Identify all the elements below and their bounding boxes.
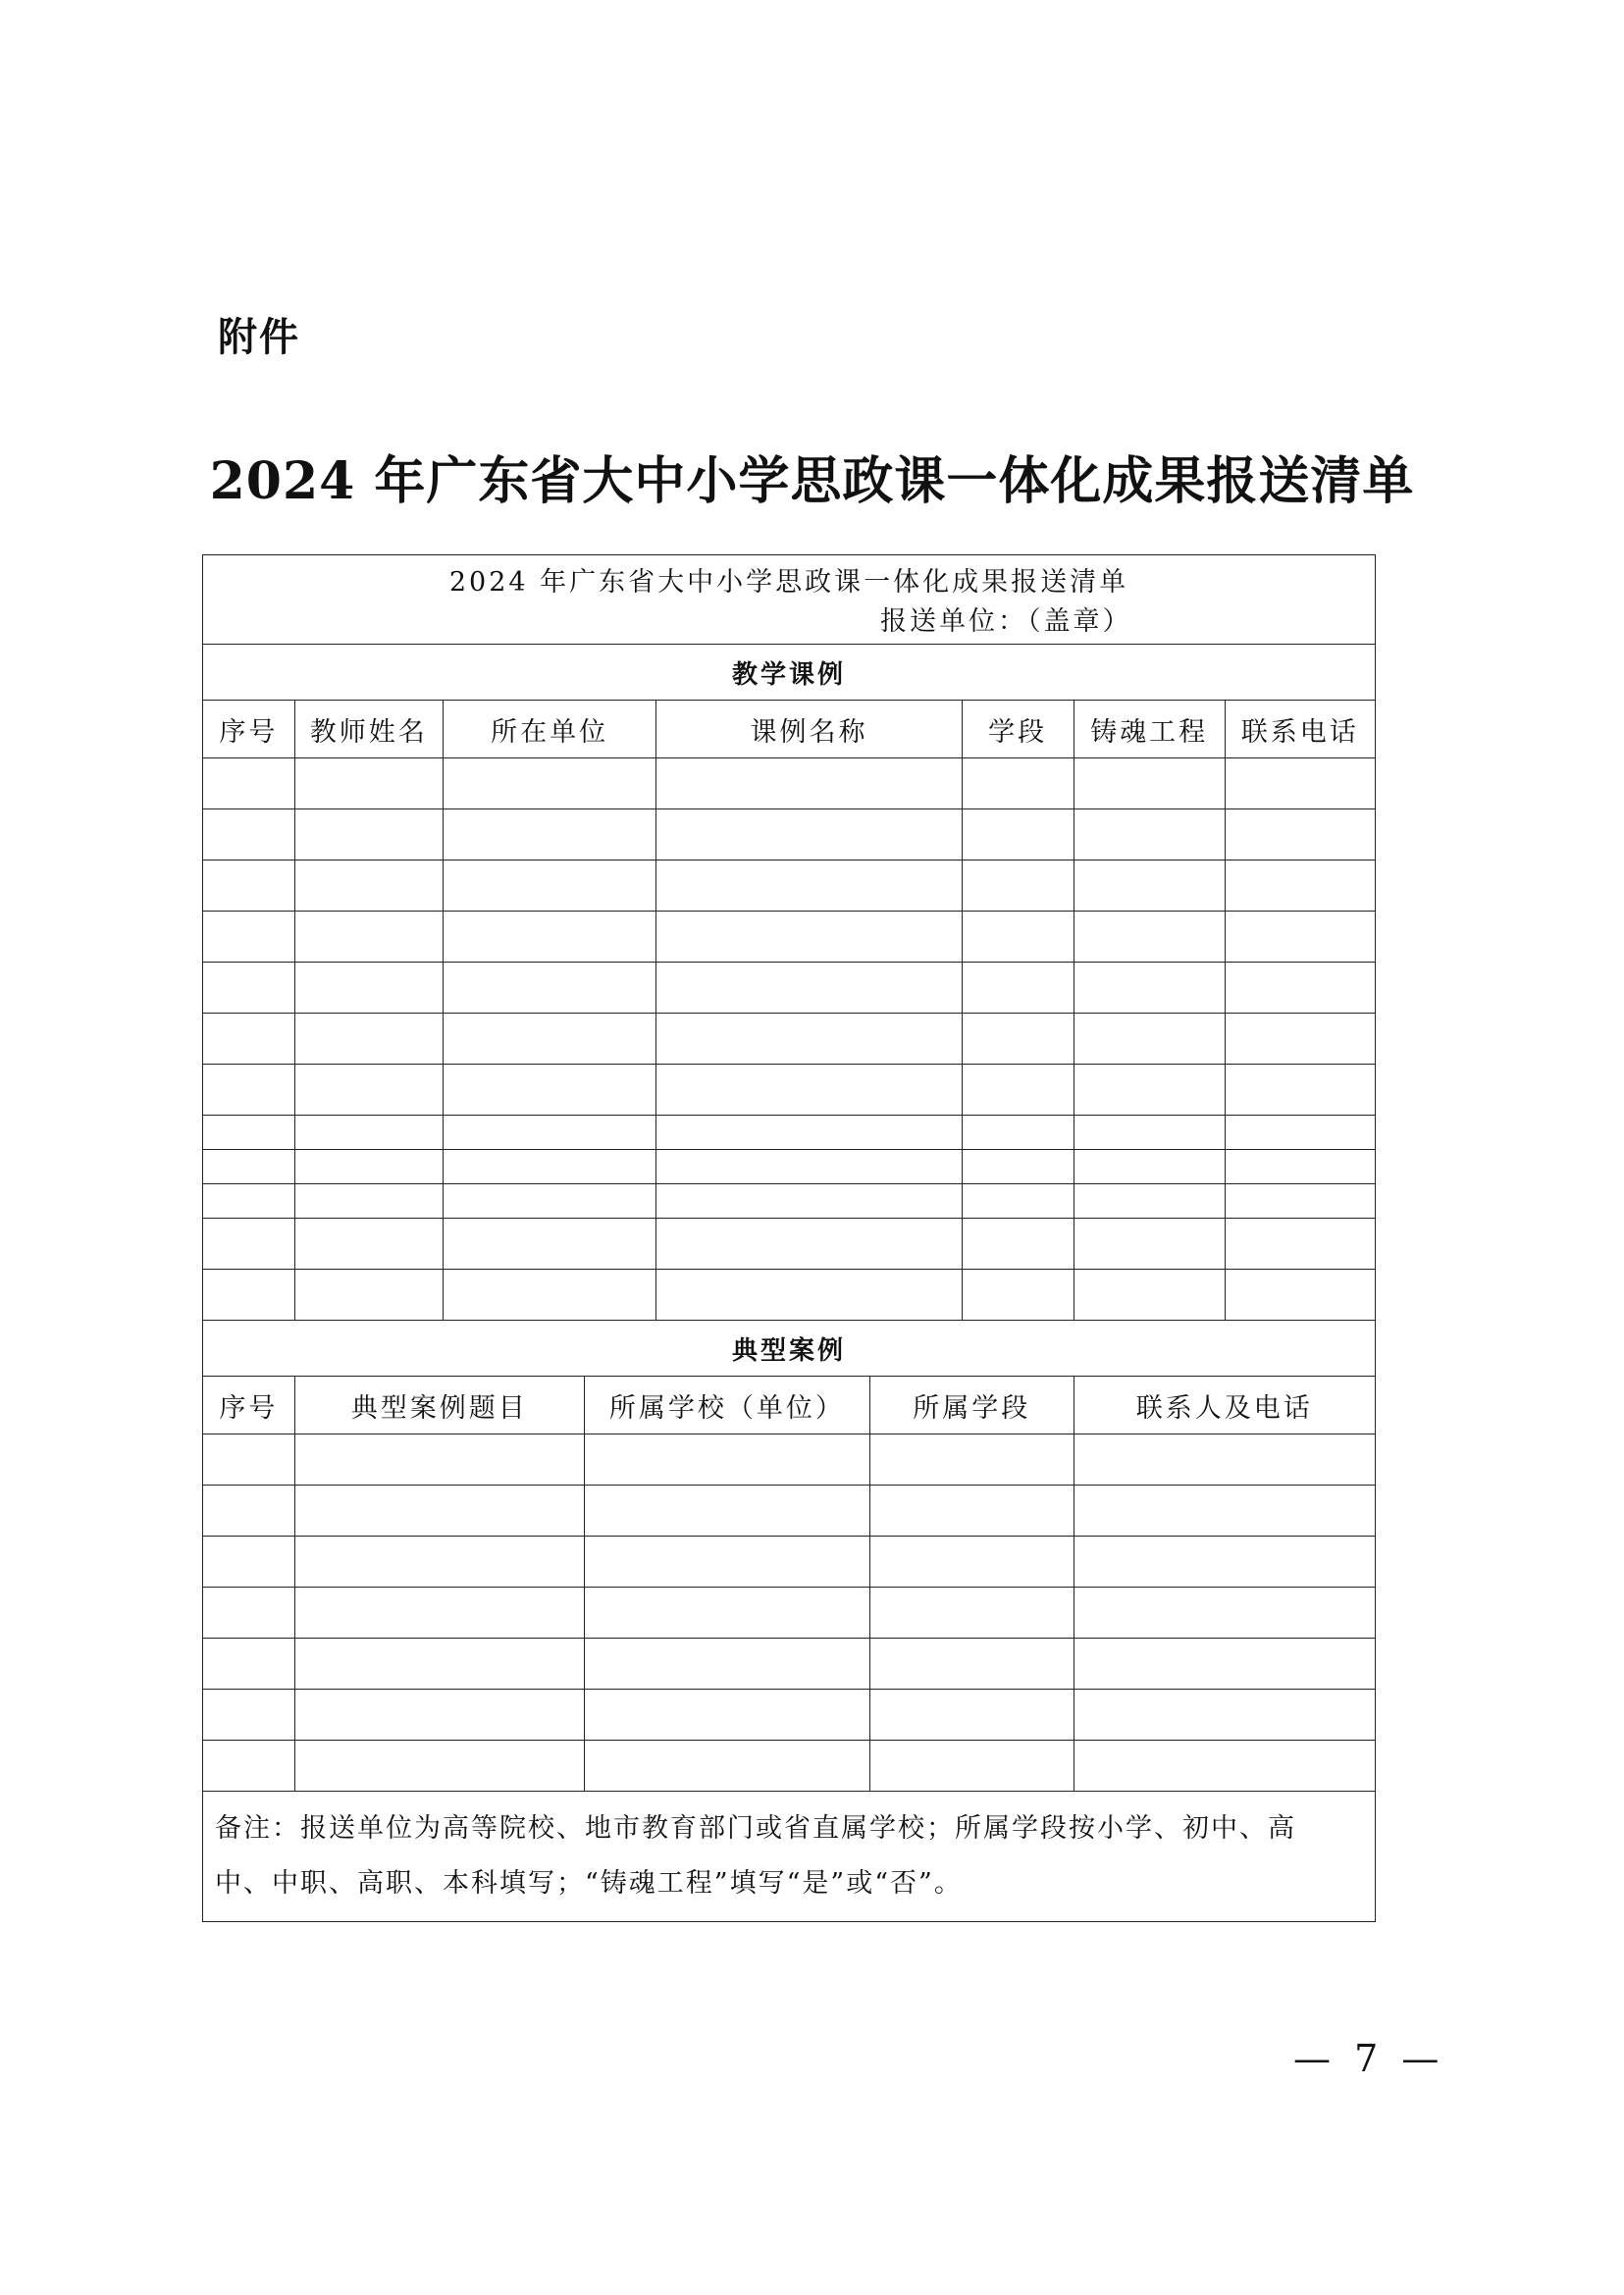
column-header: 课例名称	[656, 701, 962, 758]
blank-cell[interactable]	[870, 1741, 1074, 1792]
blank-cell[interactable]	[1225, 1014, 1375, 1065]
blank-cell[interactable]	[203, 1065, 295, 1116]
blank-cell[interactable]	[1074, 1434, 1375, 1486]
blank-cell[interactable]	[962, 1270, 1074, 1321]
blank-cell[interactable]	[294, 1434, 584, 1486]
blank-cell[interactable]	[1074, 1116, 1225, 1150]
table-row	[203, 1588, 1376, 1639]
blank-cell[interactable]	[584, 1537, 869, 1588]
blank-cell[interactable]	[656, 1065, 962, 1116]
blank-cell[interactable]	[294, 1270, 443, 1321]
blank-cell[interactable]	[203, 861, 295, 912]
submitting-unit-label: 报送单位：（盖章）	[880, 606, 1132, 637]
blank-cell[interactable]	[962, 861, 1074, 912]
table-row	[203, 1434, 1376, 1486]
form-title: 2024 年广东省大中小学思政课一体化成果报送清单	[448, 567, 1129, 598]
blank-cell[interactable]	[962, 1014, 1074, 1065]
blank-cell[interactable]	[1074, 1219, 1225, 1270]
blank-cell[interactable]	[870, 1639, 1074, 1690]
notes-line: 备注：报送单位为高等院校、地市教育部门或省直属学校；所属学段按小学、初中、高	[215, 1813, 1296, 1844]
blank-cell[interactable]	[294, 1219, 443, 1270]
blank-cell[interactable]	[656, 809, 962, 861]
blank-cell[interactable]	[294, 1639, 584, 1690]
column-header: 序号	[203, 701, 295, 758]
column-header-row	[203, 1377, 1376, 1434]
blank-cell[interactable]	[962, 963, 1074, 1014]
blank-cell[interactable]	[656, 963, 962, 1014]
blank-cell[interactable]	[294, 1741, 584, 1792]
blank-cell[interactable]	[203, 1116, 295, 1150]
blank-cell[interactable]	[1074, 1639, 1375, 1690]
blank-cell[interactable]	[203, 1219, 295, 1270]
blank-cell[interactable]	[1074, 1014, 1225, 1065]
blank-cell[interactable]	[870, 1434, 1074, 1486]
column-header: 联系人及电话	[1074, 1377, 1375, 1434]
table-row	[203, 861, 1376, 912]
blank-cell[interactable]	[294, 809, 443, 861]
blank-cell[interactable]	[294, 1690, 584, 1741]
blank-cell[interactable]	[870, 1690, 1074, 1741]
blank-cell[interactable]	[294, 1537, 584, 1588]
blank-cell[interactable]	[203, 1434, 295, 1486]
blank-cell[interactable]	[203, 1014, 295, 1065]
table-row	[203, 1486, 1376, 1537]
table-row	[203, 1639, 1376, 1690]
blank-cell[interactable]	[294, 1065, 443, 1116]
blank-cell[interactable]	[443, 809, 656, 861]
blank-cell[interactable]	[1074, 809, 1225, 861]
blank-cell[interactable]	[1225, 1270, 1375, 1321]
blank-cell[interactable]	[584, 1741, 869, 1792]
blank-cell[interactable]	[584, 1690, 869, 1741]
blank-cell[interactable]	[1225, 861, 1375, 912]
blank-cell[interactable]	[584, 1486, 869, 1537]
blank-cell[interactable]	[203, 963, 295, 1014]
blank-cell[interactable]	[656, 1014, 962, 1065]
blank-cell[interactable]	[962, 809, 1074, 861]
blank-cell[interactable]	[294, 1588, 584, 1639]
section-title-row	[203, 645, 1376, 701]
notes-line: 中、中职、高职、本科填写；“铸魂工程”填写“是”或“否”。	[215, 1868, 963, 1899]
blank-cell[interactable]	[443, 758, 656, 809]
blank-cell[interactable]	[443, 1150, 656, 1184]
blank-cell[interactable]	[1074, 1184, 1225, 1219]
page-title: 2024 年广东省大中小学思政课一体化成果报送清单	[209, 451, 1415, 511]
column-header: 所在单位	[443, 701, 656, 758]
blank-cell[interactable]	[1225, 1219, 1375, 1270]
blank-cell[interactable]	[294, 1014, 443, 1065]
blank-cell[interactable]	[870, 1486, 1074, 1537]
table-row	[203, 1150, 1376, 1184]
blank-cell[interactable]	[1225, 1065, 1375, 1116]
blank-cell[interactable]	[203, 1588, 295, 1639]
table-row	[203, 1270, 1376, 1321]
blank-cell[interactable]	[1074, 1741, 1375, 1792]
blank-cell[interactable]	[962, 758, 1074, 809]
blank-cell[interactable]	[656, 1270, 962, 1321]
table-row	[203, 809, 1376, 861]
blank-cell[interactable]	[294, 861, 443, 912]
blank-cell[interactable]	[1074, 861, 1225, 912]
notes-cell	[203, 1792, 1376, 1922]
blank-cell[interactable]	[1074, 1150, 1225, 1184]
table-row	[203, 1219, 1376, 1270]
blank-cell[interactable]	[443, 1116, 656, 1150]
blank-cell[interactable]	[294, 758, 443, 809]
blank-cell[interactable]	[203, 1690, 295, 1741]
blank-cell[interactable]	[203, 1486, 295, 1537]
blank-cell[interactable]	[203, 809, 295, 861]
blank-cell[interactable]	[203, 758, 295, 809]
blank-cell[interactable]	[1074, 1270, 1225, 1321]
blank-cell[interactable]	[870, 1588, 1074, 1639]
table-row	[203, 1537, 1376, 1588]
section-title-row	[203, 1321, 1376, 1377]
form-header-cell	[203, 555, 1376, 645]
blank-cell[interactable]	[1225, 912, 1375, 963]
blank-cell[interactable]	[443, 912, 656, 963]
table-row	[203, 1690, 1376, 1741]
column-header: 铸魂工程	[1074, 701, 1225, 758]
column-header: 典型案例题目	[294, 1377, 584, 1434]
table-row	[203, 1116, 1376, 1150]
blank-cell[interactable]	[870, 1537, 1074, 1588]
blank-cell[interactable]	[294, 1486, 584, 1537]
blank-cell[interactable]	[962, 1184, 1074, 1219]
blank-cell[interactable]	[1074, 1065, 1225, 1116]
blank-cell[interactable]	[294, 1184, 443, 1219]
blank-cell[interactable]	[1225, 809, 1375, 861]
blank-cell[interactable]	[656, 1184, 962, 1219]
blank-cell[interactable]	[656, 1219, 962, 1270]
table-row	[203, 912, 1376, 963]
blank-cell[interactable]	[294, 963, 443, 1014]
column-header-row	[203, 701, 1376, 758]
blank-cell[interactable]	[962, 1065, 1074, 1116]
column-header: 所属学校（单位）	[584, 1377, 869, 1434]
blank-cell[interactable]	[1074, 963, 1225, 1014]
column-header: 教师姓名	[294, 701, 443, 758]
blank-cell[interactable]	[294, 912, 443, 963]
blank-cell[interactable]	[443, 963, 656, 1014]
table-row	[203, 1741, 1376, 1792]
blank-cell[interactable]	[443, 1270, 656, 1321]
section-title-teaching-cases: 教学课例	[203, 645, 1376, 701]
blank-cell[interactable]	[443, 1014, 656, 1065]
blank-cell[interactable]	[1225, 1184, 1375, 1219]
blank-cell[interactable]	[962, 1150, 1074, 1184]
blank-cell[interactable]	[1225, 1116, 1375, 1150]
column-header: 所属学段	[870, 1377, 1074, 1434]
blank-cell[interactable]	[294, 1116, 443, 1150]
blank-cell[interactable]	[656, 912, 962, 963]
blank-cell[interactable]	[443, 861, 656, 912]
blank-cell[interactable]	[203, 1741, 295, 1792]
page-number: — 7 —	[1293, 2037, 1445, 2080]
column-header: 学段	[962, 701, 1074, 758]
submission-form-table	[202, 554, 1376, 1922]
blank-cell[interactable]	[294, 1150, 443, 1184]
blank-cell[interactable]	[962, 912, 1074, 963]
blank-cell[interactable]	[962, 1219, 1074, 1270]
blank-cell[interactable]	[656, 1150, 962, 1184]
form-header-row	[203, 555, 1376, 645]
blank-cell[interactable]	[962, 1116, 1074, 1150]
blank-cell[interactable]	[443, 1065, 656, 1116]
notes-row	[203, 1792, 1376, 1922]
blank-cell[interactable]	[1074, 912, 1225, 963]
blank-cell[interactable]	[584, 1639, 869, 1690]
blank-cell[interactable]	[443, 1219, 656, 1270]
blank-cell[interactable]	[203, 1639, 295, 1690]
table-row	[203, 758, 1376, 809]
section-title-typical-cases: 典型案例	[203, 1321, 1376, 1377]
blank-cell[interactable]	[203, 1270, 295, 1321]
blank-cell[interactable]	[1225, 1150, 1375, 1184]
blank-cell[interactable]	[1074, 1690, 1375, 1741]
blank-cell[interactable]	[1074, 1537, 1375, 1588]
blank-cell[interactable]	[656, 758, 962, 809]
blank-cell[interactable]	[203, 912, 295, 963]
column-header: 序号	[203, 1377, 295, 1434]
blank-cell[interactable]	[203, 1150, 295, 1184]
blank-cell[interactable]	[1074, 1486, 1375, 1537]
blank-cell[interactable]	[1074, 758, 1225, 809]
blank-cell[interactable]	[1225, 758, 1375, 809]
blank-cell[interactable]	[656, 1116, 962, 1150]
blank-cell[interactable]	[203, 1537, 295, 1588]
blank-cell[interactable]	[656, 861, 962, 912]
blank-cell[interactable]	[1074, 1588, 1375, 1639]
table-row	[203, 963, 1376, 1014]
blank-cell[interactable]	[443, 1184, 656, 1219]
table-row	[203, 1065, 1376, 1116]
table-row	[203, 1014, 1376, 1065]
blank-cell[interactable]	[1225, 963, 1375, 1014]
blank-cell[interactable]	[203, 1184, 295, 1219]
attachment-label: 附件	[218, 315, 300, 360]
column-header: 联系电话	[1225, 701, 1375, 758]
blank-cell[interactable]	[584, 1434, 869, 1486]
blank-cell[interactable]	[584, 1588, 869, 1639]
table-row	[203, 1184, 1376, 1219]
